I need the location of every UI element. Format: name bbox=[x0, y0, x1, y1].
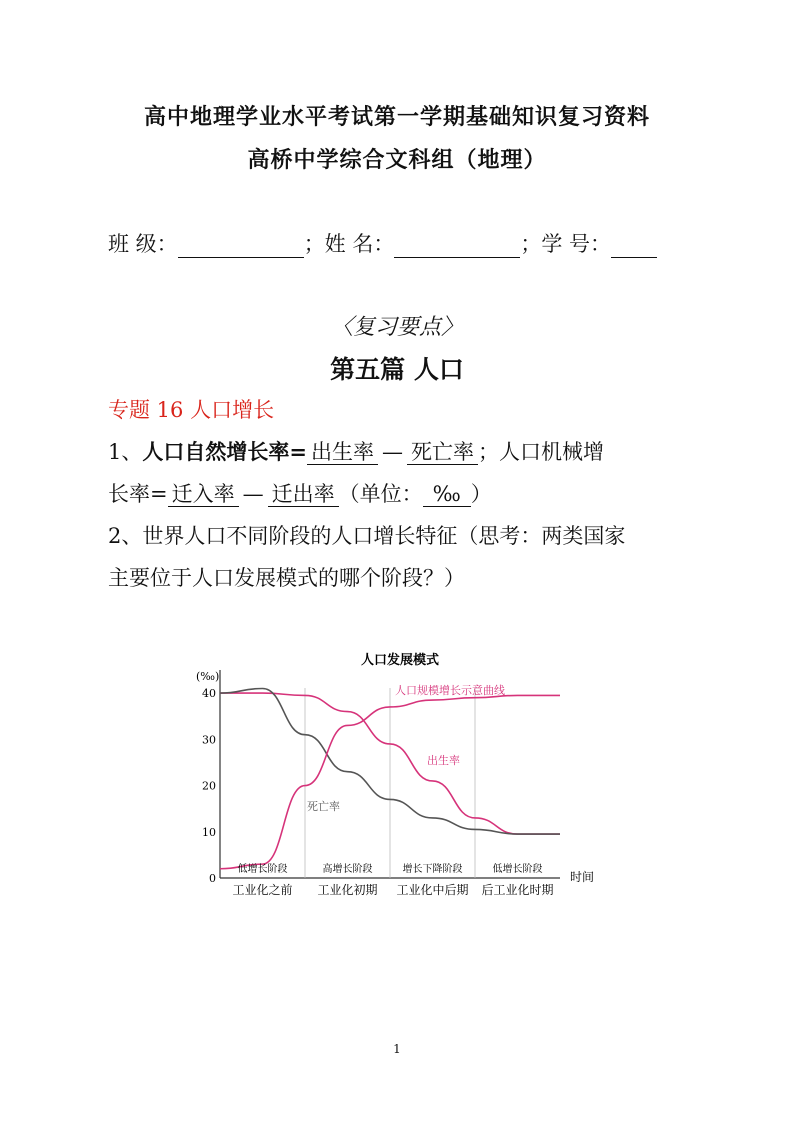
minus-sign: — bbox=[381, 440, 403, 464]
stage-label: 高增长阶段 bbox=[322, 864, 373, 875]
page-number: 1 bbox=[393, 1042, 401, 1056]
series-label-birth: 出生率 bbox=[427, 754, 460, 767]
student-info-line bbox=[108, 228, 657, 258]
document-title: 高中地理学业水平考试第一学期基础知识复习资料 bbox=[143, 104, 650, 130]
topic-title: 专题 16 人口增长 bbox=[108, 398, 275, 422]
period-label: 后工业化时期 bbox=[481, 883, 554, 897]
name-blank[interactable] bbox=[394, 235, 520, 258]
id-blank[interactable] bbox=[611, 235, 657, 258]
stage-label: 增长下降阶段 bbox=[402, 864, 463, 875]
stage-dividers bbox=[305, 688, 475, 878]
population-model-chart bbox=[190, 640, 610, 900]
y-tick-label: 0 bbox=[209, 872, 216, 885]
y-tick-label: 30 bbox=[202, 733, 216, 747]
series-label-death: 死亡率 bbox=[307, 800, 340, 813]
minus-sign-2: — bbox=[242, 482, 264, 506]
y-axis-unit: (‰) bbox=[196, 670, 220, 683]
item1-line2 bbox=[108, 478, 492, 508]
chapter-title: 第五篇 人口 bbox=[330, 355, 464, 384]
mechanical-growth-label-2: 长率= bbox=[108, 482, 168, 506]
answer-unit: ‰ bbox=[423, 482, 471, 507]
period-label: 工业化初期 bbox=[317, 883, 378, 897]
item1-line1 bbox=[108, 436, 604, 466]
y-tick-label: 40 bbox=[202, 687, 216, 701]
item2-line1: 2、世界人口不同阶段的人口增长特征（思考：两类国家 bbox=[108, 524, 626, 548]
item1-prefix: 1、 bbox=[108, 440, 143, 464]
answer-in-migration: 迁入率 bbox=[168, 482, 239, 507]
class-blank[interactable] bbox=[178, 235, 304, 258]
class-label: 班 级： bbox=[108, 232, 178, 256]
unit-open: （单位： bbox=[338, 482, 423, 506]
review-heading: 〈复习要点〉 bbox=[330, 315, 463, 340]
unit-close: ） bbox=[470, 482, 492, 506]
y-tick-label: 10 bbox=[202, 825, 216, 839]
item2-line2: 主要位于人口发展模式的哪个阶段？） bbox=[108, 566, 465, 590]
y-tick-labels bbox=[202, 687, 216, 885]
mechanical-growth-label: ；人口机械增 bbox=[477, 440, 604, 464]
answer-out-migration: 迁出率 bbox=[268, 482, 339, 507]
stage-label: 低增长阶段 bbox=[492, 864, 543, 875]
y-tick-label: 20 bbox=[202, 779, 216, 793]
name-label: ；姓 名： bbox=[303, 232, 395, 256]
natural-growth-label: 人口自然增长率= bbox=[142, 439, 307, 464]
stage-label: 低增长阶段 bbox=[237, 864, 288, 875]
period-labels bbox=[232, 882, 553, 897]
document-subtitle: 高桥中学综合文科组（地理） bbox=[247, 147, 547, 173]
answer-death-rate: 死亡率 bbox=[407, 440, 478, 465]
x-axis-label: 时间 bbox=[570, 870, 595, 884]
series-label-growth: 人口规模增长示意曲线 bbox=[395, 684, 505, 697]
chart-title: 人口发展模式 bbox=[360, 653, 440, 668]
id-label: ；学 号： bbox=[520, 232, 612, 256]
answer-birth-rate: 出生率 bbox=[307, 440, 378, 465]
period-label: 工业化中后期 bbox=[396, 883, 469, 897]
period-label: 工业化之前 bbox=[232, 883, 293, 897]
